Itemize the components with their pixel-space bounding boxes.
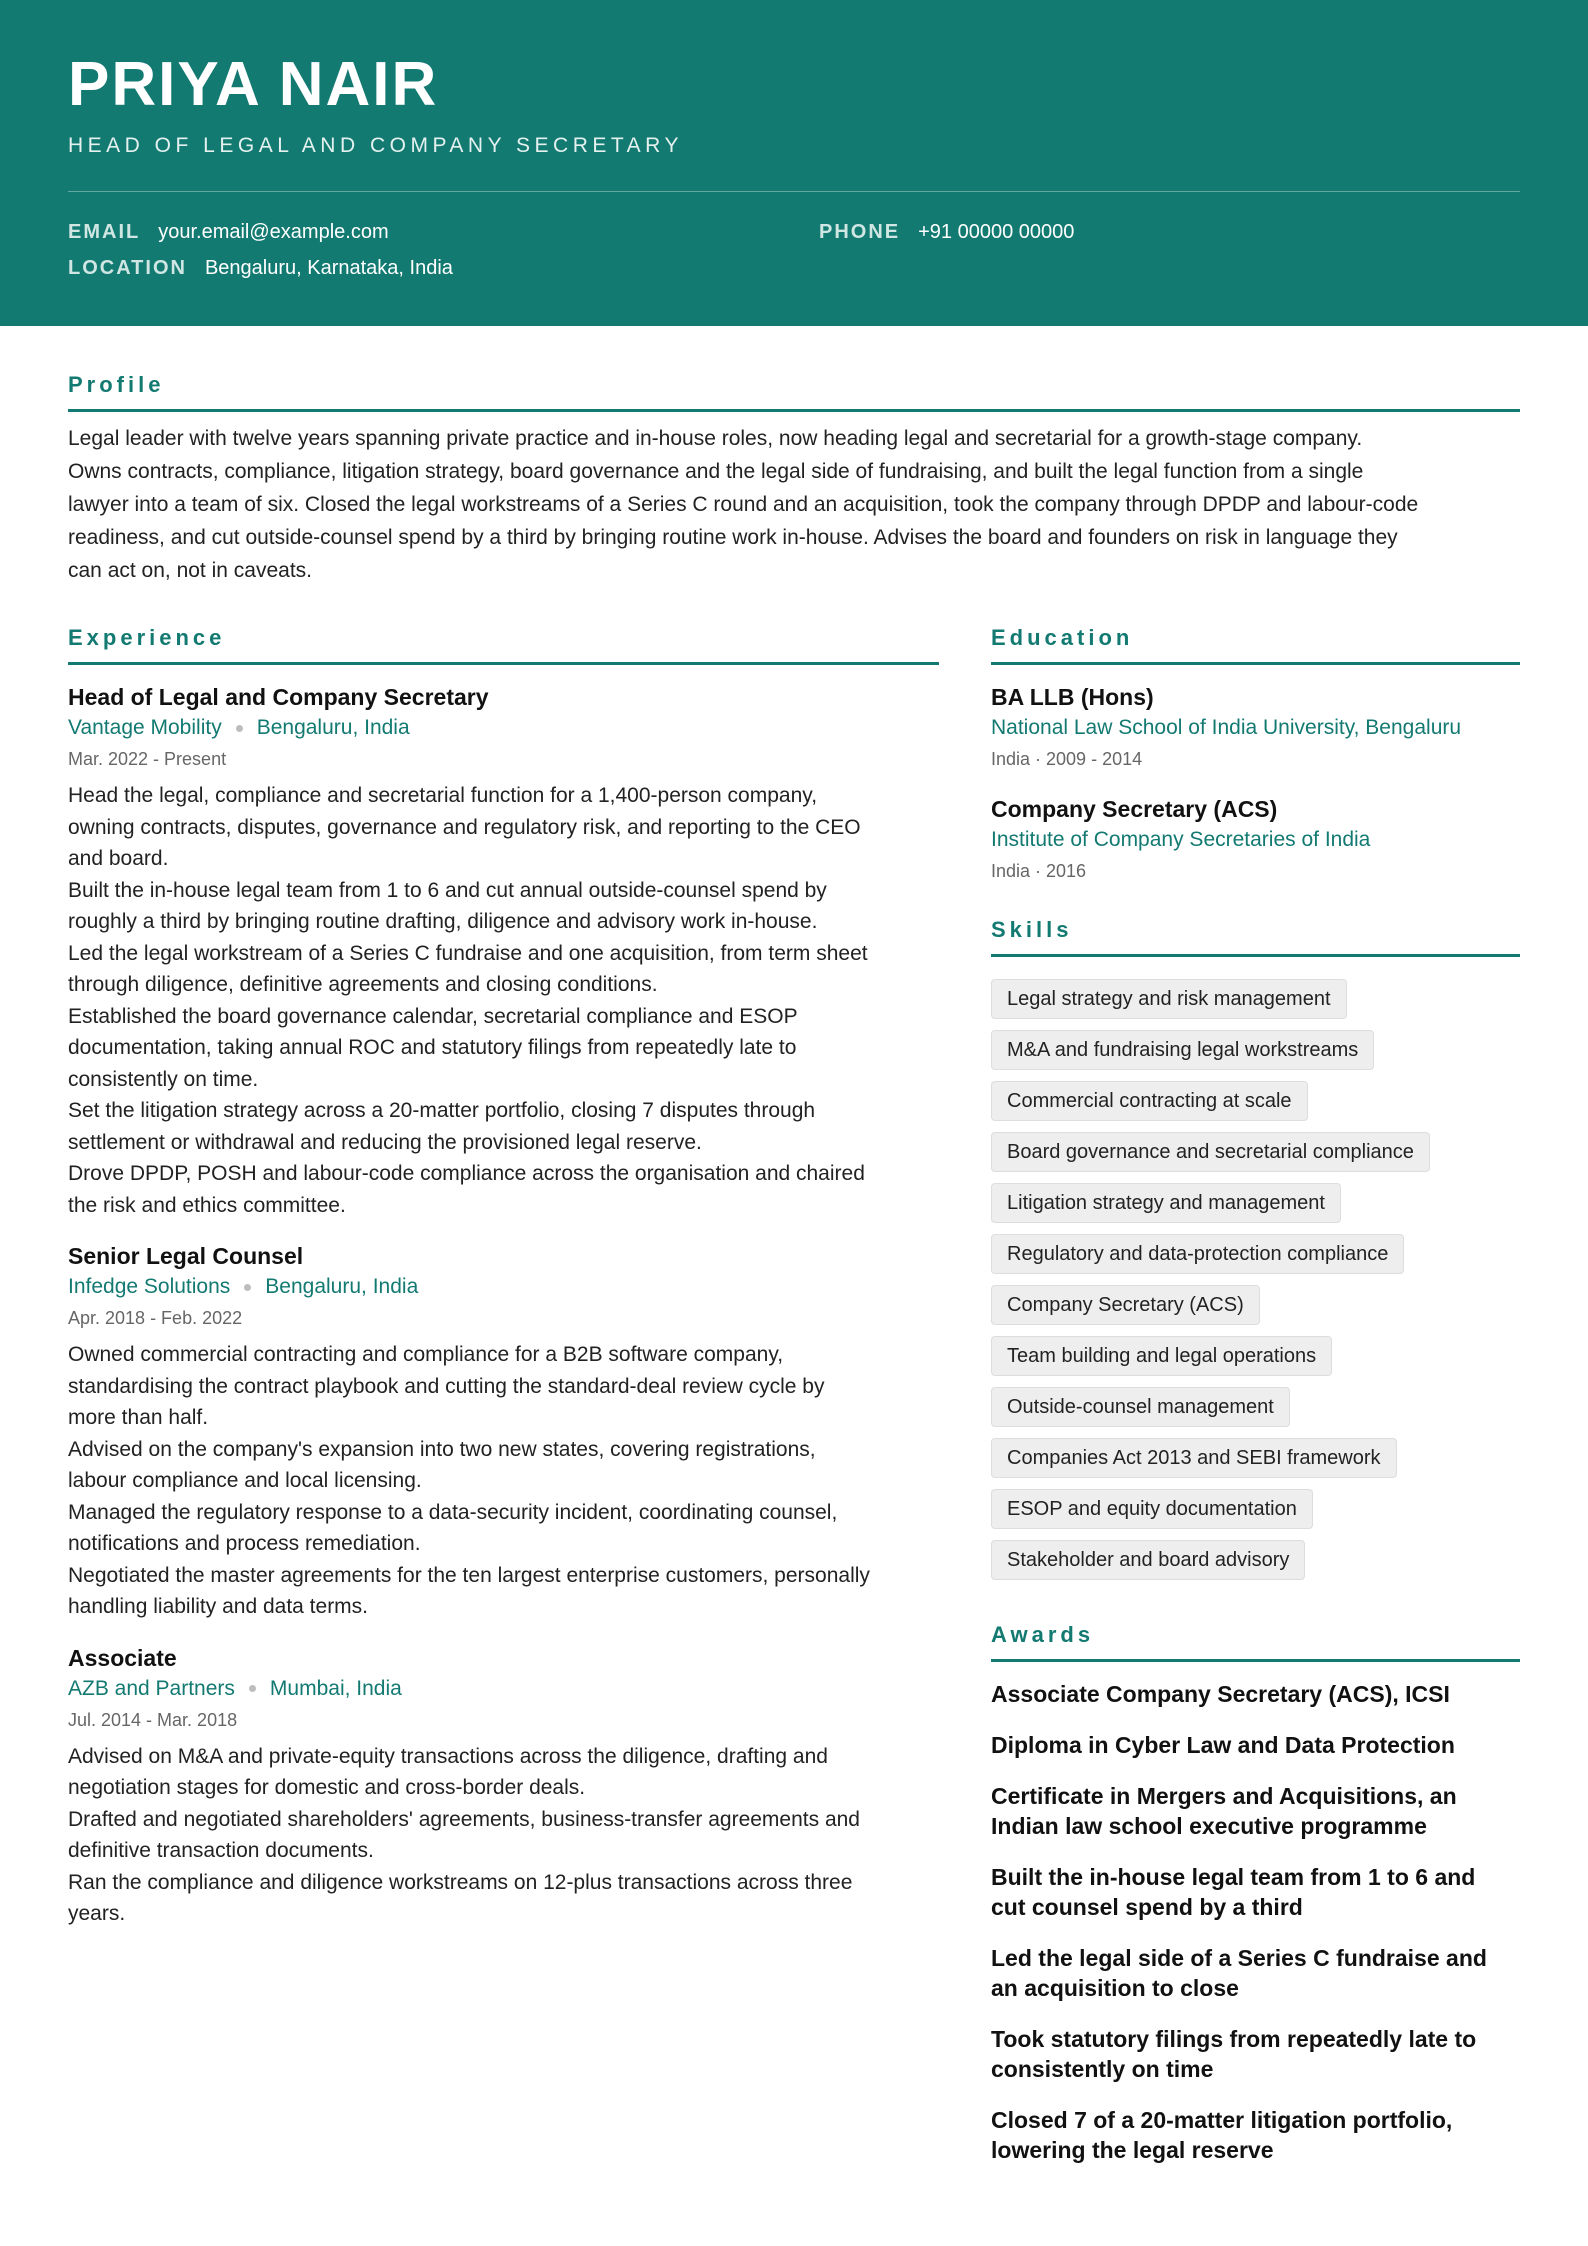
job-line: Built the in-house legal team from 1 to 6 and cut annual outside-counsel spend by bbox=[68, 878, 827, 902]
job-line: and board. bbox=[68, 847, 169, 870]
job-meta bbox=[68, 712, 939, 744]
award-line: Diploma in Cyber Law and Data Protection bbox=[991, 1732, 1455, 1758]
job-line: settlement or withdrawal and reducing the provisioned legal reserve. bbox=[68, 1130, 702, 1154]
job-line: Ran the compliance and diligence workstreams on 12-plus transactions across three bbox=[68, 1870, 853, 1894]
job-line: consistently on time. bbox=[68, 1067, 259, 1091]
education-degree: Company Secretary (ACS) bbox=[991, 796, 1278, 822]
job-line: the risk and ethics committee. bbox=[68, 1193, 346, 1217]
job-title: Head of Legal and Company Secretary bbox=[68, 684, 489, 710]
contact-phone bbox=[819, 220, 1074, 244]
job-line: Owned commercial contracting and compliance for a B2B software company, bbox=[68, 1343, 784, 1366]
award-item bbox=[991, 1862, 1520, 1922]
experience-entry bbox=[68, 682, 939, 1221]
job-title: Senior Legal Counsel bbox=[68, 1243, 304, 1269]
job-line: notifications and process remediation. bbox=[68, 1532, 421, 1555]
profile-line: lawyer into a team of six. Closed the legal workstreams of a Series C round and an acquisition, took the company through DPDP and labour-code bbox=[68, 493, 1419, 516]
skill-chip: Commercial contracting at scale bbox=[991, 1081, 1308, 1121]
location-value: Bengaluru, Karnataka, India bbox=[204, 257, 453, 279]
job-location: Bengaluru, India bbox=[256, 716, 410, 739]
job-dates: Mar. 2022 - Present bbox=[68, 749, 227, 769]
job-location: Mumbai, India bbox=[269, 1676, 402, 1700]
award-item bbox=[991, 2105, 1520, 2165]
award-line: cut counsel spend by a third bbox=[991, 1894, 1303, 1920]
skill-chip: Company Secretary (ACS) bbox=[991, 1285, 1260, 1325]
job-description bbox=[68, 1741, 939, 1930]
resume-header bbox=[0, 0, 1588, 326]
profile-line: Owns contracts, compliance, litigation strategy, board governance and the legal side of fundraising, and built the legal function from a single bbox=[68, 460, 1364, 483]
job-title: Associate bbox=[68, 1644, 177, 1671]
job-description bbox=[68, 1339, 939, 1623]
job-line: Negotiated the master agreements for the ten largest enterprise customers, personally bbox=[68, 1563, 870, 1587]
skill-chip: Litigation strategy and management bbox=[991, 1183, 1341, 1223]
profile-heading: Profile bbox=[68, 371, 1520, 412]
job-meta bbox=[68, 1271, 939, 1303]
job-meta bbox=[68, 1673, 939, 1705]
award-line: lowering the legal reserve bbox=[991, 2137, 1274, 2163]
skill-chip: Stakeholder and board advisory bbox=[991, 1540, 1305, 1580]
education-entry bbox=[991, 682, 1520, 774]
skill-chip: Board governance and secretarial compliance bbox=[991, 1132, 1430, 1172]
skill-chip: ESOP and equity documentation bbox=[991, 1489, 1313, 1529]
experience-entry bbox=[68, 1241, 939, 1623]
education-heading: Education bbox=[991, 624, 1520, 665]
award-line: an acquisition to close bbox=[991, 1975, 1239, 2001]
job-line: Led the legal workstream of a Series C fundraise and one acquisition, from term sheet bbox=[68, 941, 868, 965]
skill-chip: Team building and legal operations bbox=[991, 1336, 1332, 1376]
award-line: Took statutory filings from repeatedly late to bbox=[991, 2026, 1477, 2052]
contact-location bbox=[68, 256, 453, 280]
phone-label: PHONE bbox=[819, 221, 901, 243]
job-company: Vantage Mobility bbox=[68, 716, 222, 739]
skill-chip: Legal strategy and risk management bbox=[991, 979, 1347, 1019]
education-school: National Law School of India University, Bengaluru bbox=[991, 716, 1462, 739]
skills-section bbox=[991, 916, 1520, 1591]
profile-line: readiness, and cut outside-counsel spend by a third by bringing routine work in-house. Advises the board and founders on risk in language they bbox=[68, 526, 1398, 549]
separator-dot-icon bbox=[249, 1685, 256, 1692]
award-line: Closed 7 of a 20-matter litigation portfolio, bbox=[991, 2107, 1453, 2133]
awards-section bbox=[991, 1621, 1520, 2165]
job-line: Advised on M&A and private-equity transactions across the diligence, drafting and bbox=[68, 1744, 828, 1768]
separator-dot-icon bbox=[236, 725, 243, 732]
award-item bbox=[991, 1730, 1520, 1760]
job-line: negotiation stages for domestic and cross-border deals. bbox=[68, 1776, 586, 1799]
email-label: EMAIL bbox=[68, 221, 141, 243]
award-item bbox=[991, 1781, 1520, 1841]
skill-chip: M&A and fundraising legal workstreams bbox=[991, 1030, 1374, 1070]
award-line: Indian law school executive programme bbox=[991, 1813, 1427, 1839]
job-line: years. bbox=[68, 1902, 126, 1925]
award-line: Certificate in Mergers and Acquisitions, an bbox=[991, 1783, 1457, 1809]
job-line: more than half. bbox=[68, 1406, 209, 1429]
header-divider bbox=[68, 191, 1520, 192]
profile-line: can act on, not in caveats. bbox=[68, 559, 312, 582]
job-line: standardising the contract playbook and cutting the standard-deal review cycle by bbox=[68, 1374, 825, 1398]
job-line: Drafted and negotiated shareholders' agreements, business-transfer agreements and bbox=[68, 1807, 860, 1831]
job-line: Advised on the company's expansion into two new states, covering registrations, bbox=[68, 1437, 816, 1461]
job-line: labour compliance and local licensing. bbox=[68, 1469, 422, 1492]
sidebar-column bbox=[991, 624, 1520, 2165]
award-item bbox=[991, 2024, 1520, 2084]
experience-heading: Experience bbox=[68, 624, 939, 665]
experience-entry bbox=[68, 1643, 939, 1930]
skill-chip: Companies Act 2013 and SEBI framework bbox=[991, 1438, 1397, 1478]
award-item bbox=[991, 1943, 1520, 2003]
job-line: Managed the regulatory response to a data-security incident, coordinating counsel, bbox=[68, 1500, 838, 1524]
job-location: Bengaluru, India bbox=[265, 1275, 419, 1298]
job-line: Drove DPDP, POSH and labour-code compliance across the organisation and chaired bbox=[68, 1162, 865, 1185]
phone-value[interactable]: +91 00000 00000 bbox=[918, 221, 1075, 243]
education-entry bbox=[991, 794, 1520, 886]
experience-section bbox=[68, 624, 939, 1930]
separator-dot-icon bbox=[244, 1284, 251, 1291]
job-line: documentation, taking annual ROC and statutory filings from repeatedly late to bbox=[68, 1036, 797, 1059]
profile-section bbox=[68, 371, 1520, 587]
profile-line: Legal leader with twelve years spanning private practice and in-house roles, now heading legal and secretarial for a growth-stage company. bbox=[68, 427, 1363, 450]
education-meta: India · 2016 bbox=[991, 861, 1087, 881]
job-line: handling liability and data terms. bbox=[68, 1595, 369, 1618]
location-label: LOCATION bbox=[68, 257, 187, 279]
job-line: through diligence, definitive agreements and closing conditions. bbox=[68, 973, 658, 996]
skills-list bbox=[991, 979, 1520, 1591]
award-line: Associate Company Secretary (ACS), ICSI bbox=[991, 1681, 1450, 1707]
education-meta: India · 2009 - 2014 bbox=[991, 749, 1143, 769]
skill-chip: Outside-counsel management bbox=[991, 1387, 1290, 1427]
job-company: Infedge Solutions bbox=[68, 1275, 231, 1298]
skills-heading: Skills bbox=[991, 916, 1520, 957]
award-line: Built the in-house legal team from 1 to 6 and bbox=[991, 1864, 1476, 1890]
job-line: owning contracts, disputes, governance and regulatory risk, and reporting to the CEO bbox=[68, 815, 861, 839]
skill-chip: Regulatory and data-protection compliance bbox=[991, 1234, 1404, 1274]
email-value[interactable]: your.email@example.com bbox=[158, 221, 389, 243]
education-section bbox=[991, 624, 1520, 886]
candidate-name: PRIYA NAIR bbox=[68, 50, 439, 119]
job-line: Established the board governance calendar, secretarial compliance and ESOP bbox=[68, 1004, 798, 1028]
candidate-role: HEAD OF LEGAL AND COMPANY SECRETARY bbox=[68, 134, 683, 157]
award-line: consistently on time bbox=[991, 2056, 1214, 2082]
job-dates: Jul. 2014 - Mar. 2018 bbox=[68, 1709, 238, 1730]
job-line: Set the litigation strategy across a 20-matter portfolio, closing 7 disputes through bbox=[68, 1099, 816, 1122]
profile-text bbox=[68, 422, 1520, 587]
awards-heading: Awards bbox=[991, 1621, 1520, 1662]
job-line: Head the legal, compliance and secretarial function for a 1,400-person company, bbox=[68, 784, 818, 807]
education-school: Institute of Company Secretaries of India bbox=[991, 828, 1371, 851]
job-line: definitive transaction documents. bbox=[68, 1839, 374, 1862]
job-company: AZB and Partners bbox=[68, 1676, 235, 1700]
education-degree: BA LLB (Hons) bbox=[991, 684, 1154, 710]
award-item bbox=[991, 1679, 1520, 1709]
job-description bbox=[68, 780, 939, 1221]
job-dates: Apr. 2018 - Feb. 2022 bbox=[68, 1308, 243, 1328]
job-line: roughly a third by bringing routine drafting, diligence and advisory work in-house. bbox=[68, 910, 818, 933]
contact-email bbox=[68, 220, 389, 244]
award-line: Led the legal side of a Series C fundraise and bbox=[991, 1945, 1487, 1971]
